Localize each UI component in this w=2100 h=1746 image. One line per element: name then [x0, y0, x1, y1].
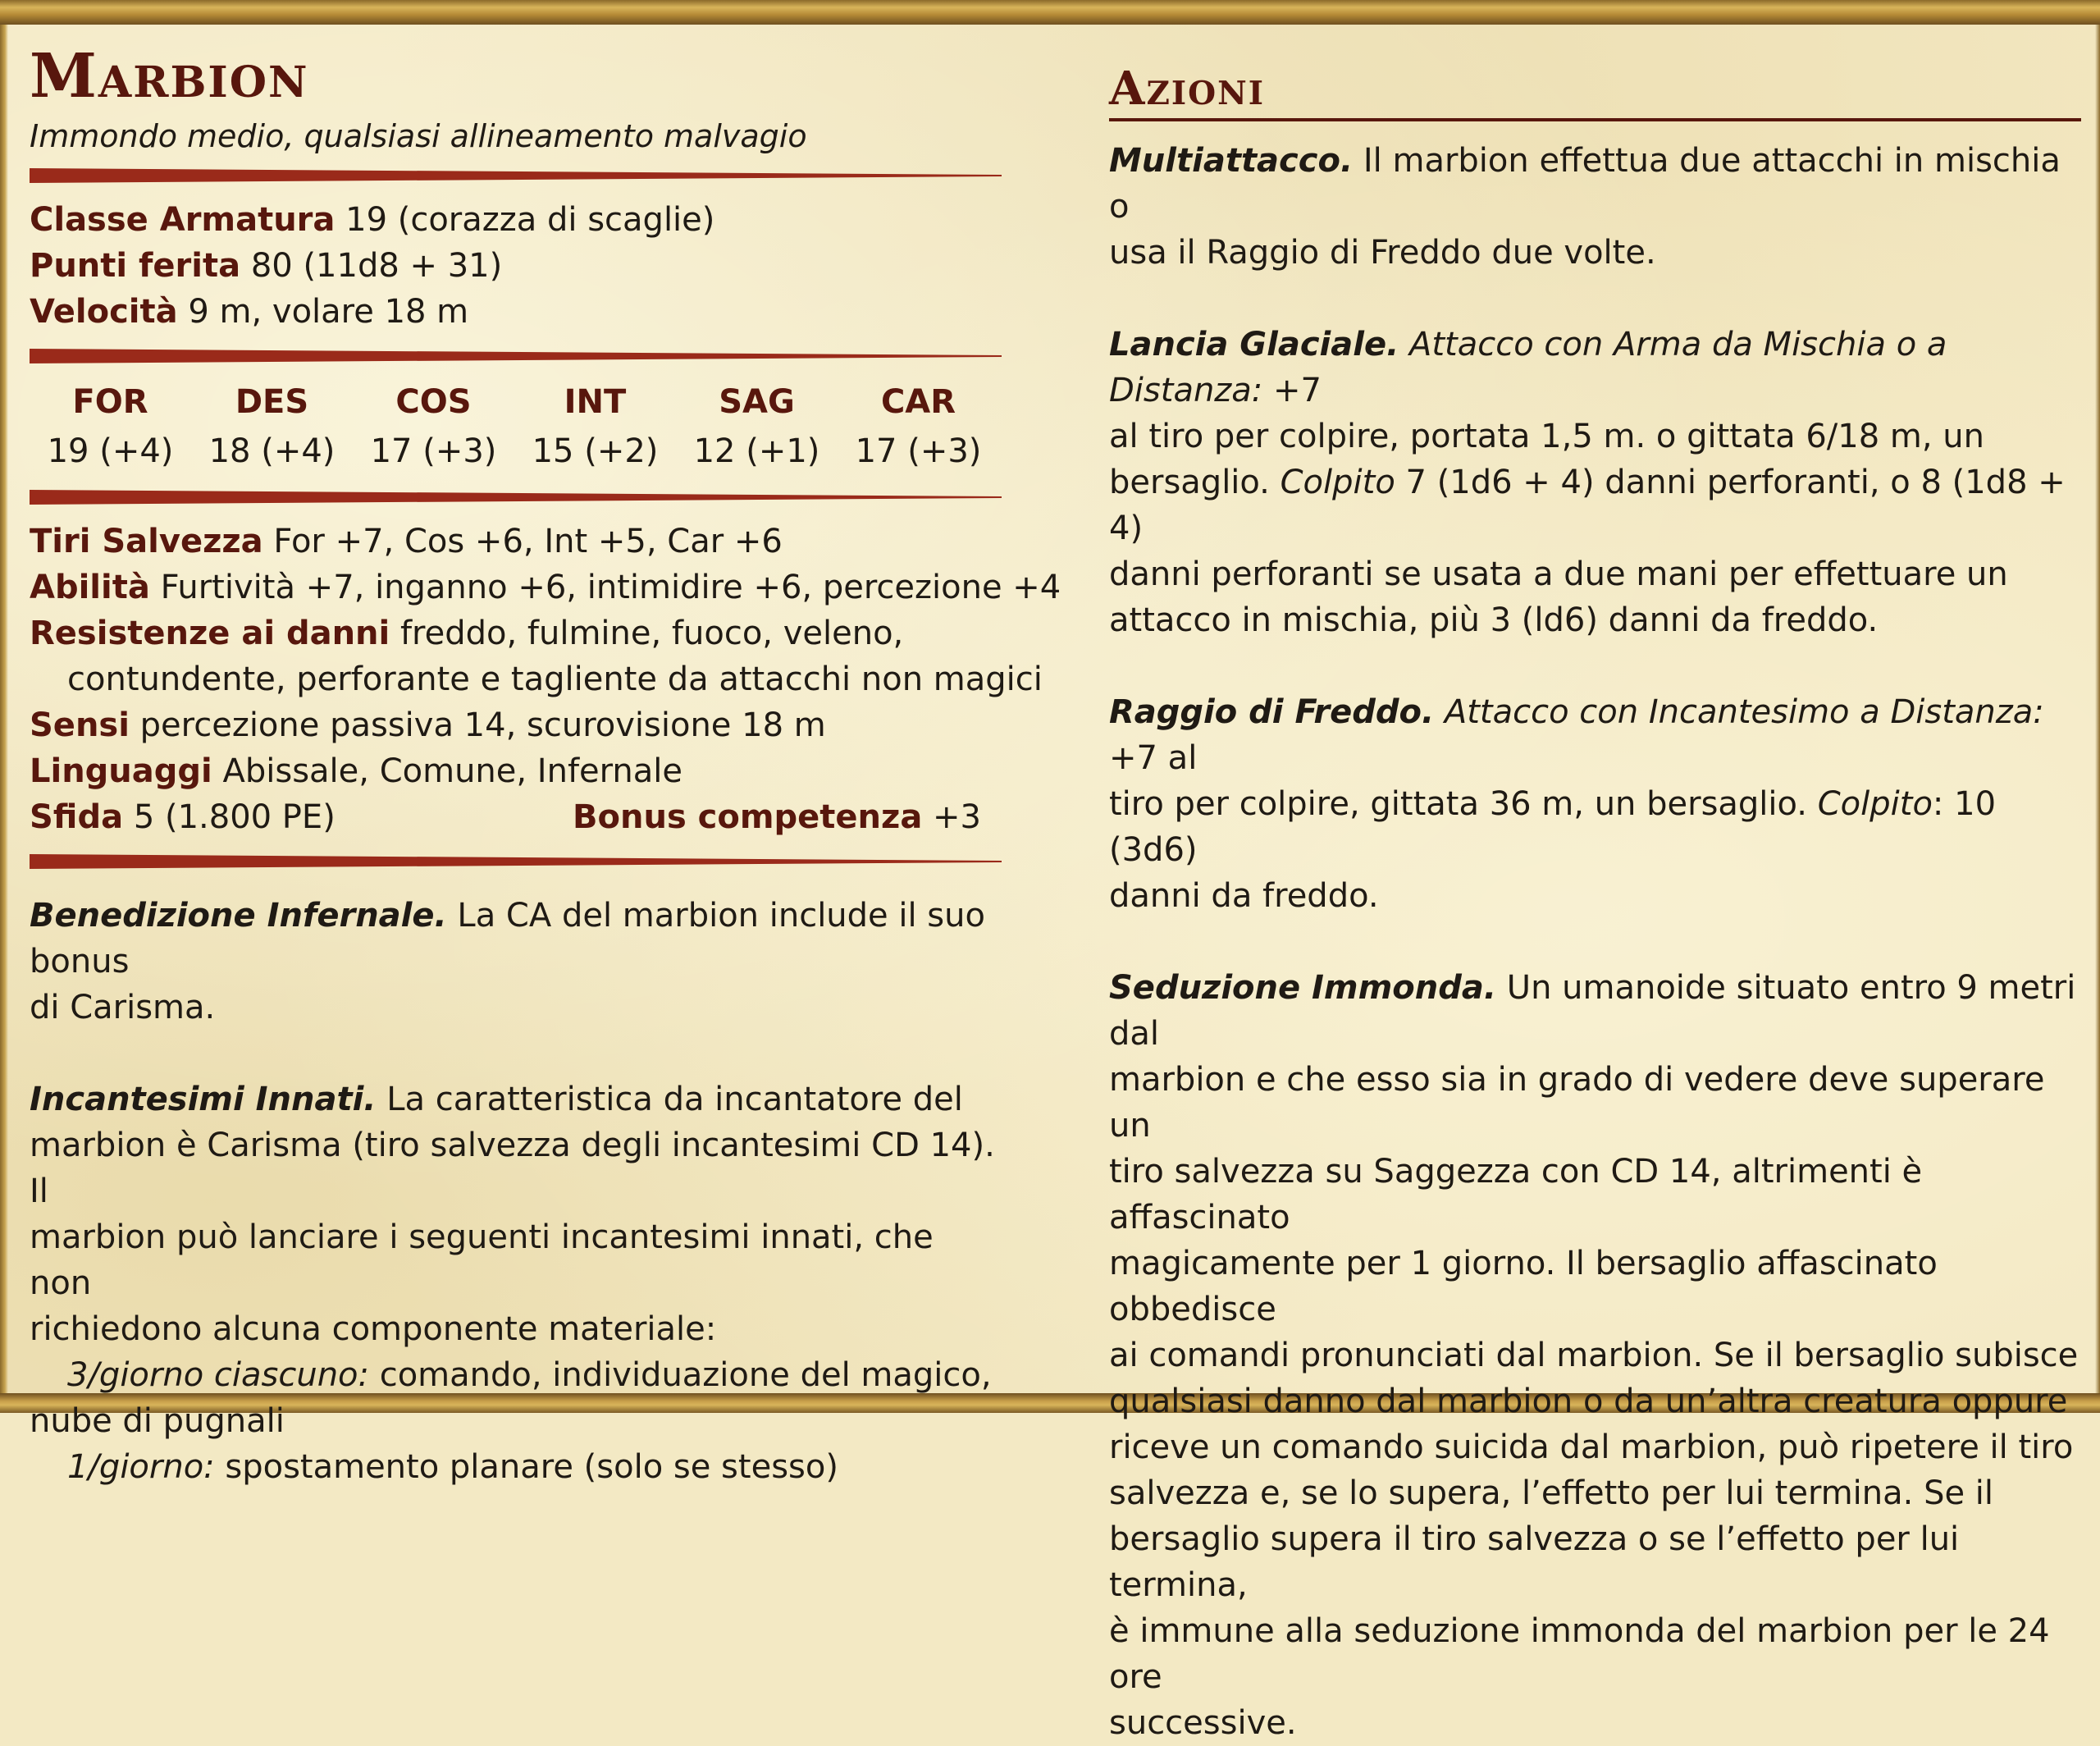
senses-label: Sensi [30, 706, 130, 744]
action-text: +7 [1262, 372, 1322, 409]
trait-text: marbion può lanciare i seguenti incantesimi innati, che non [30, 1218, 934, 1302]
action-text: danni da freddo. [1109, 877, 1379, 915]
gold-frame-top [0, 0, 2100, 25]
ability-value: 18 (+4) [208, 432, 336, 470]
ability-name: INT [564, 383, 627, 421]
action-text: bersaglio supera il tiro salvezza o se l’effetto per lui termina, [1109, 1520, 1960, 1604]
ability-cha [838, 377, 999, 476]
ability-value: 17 (+3) [370, 432, 497, 470]
attack-type: Attacco con Incantesimo a Distanza: [1434, 693, 2044, 731]
trait-innate-spellcasting [30, 1076, 998, 1490]
divider-rule [30, 346, 1002, 366]
ability-value: 19 (+4) [47, 432, 174, 470]
action-text: tiro salvezza su Saggezza con CD 14, altrimenti è affascinato [1109, 1153, 1923, 1236]
action-text: attacco in mischia, più 3 (ld6) danni da freddo. [1109, 601, 1879, 639]
saving-throws-value: For +7, Cos +6, Int +5, Car +6 [273, 523, 783, 560]
damage-resistances-value-2: contundente, perforante e tagliente da attacchi non magici [67, 660, 1043, 698]
armor-class [30, 197, 998, 243]
action-text: 7 (1d6 + 4) danni perforanti, o 8 (1d8 + 4) [1109, 464, 2066, 547]
action-text: ai comandi pronunciati dal marbion. Se il bersaglio subisce [1109, 1337, 2079, 1374]
challenge-row [30, 794, 981, 840]
action-text: riceve un comando suicida dal marbion, può ripetere il tiro [1109, 1428, 2074, 1466]
speed [30, 289, 998, 335]
action-text: tiro per colpire, gittata 36 m, un bersaglio. [1109, 785, 1818, 823]
action-text: : 10 (3d6) [1109, 785, 1997, 869]
speed-value: 9 m, volare 18 m [188, 293, 469, 331]
divider-rule [30, 852, 1002, 871]
hit-label: Colpito [1817, 785, 1933, 823]
action-text: marbion e che esso sia in grado di vedere deve superare un [1109, 1061, 2045, 1145]
languages-label: Linguaggi [30, 752, 212, 790]
gold-frame-left [0, 25, 8, 1393]
armor-class-label: Classe Armatura [30, 201, 336, 239]
armor-class-value: 19 (corazza di scaglie) [345, 201, 715, 239]
action-fiendish-seduction [1109, 965, 2081, 1746]
ability-name: CAR [880, 383, 956, 421]
action-text: magicamente per 1 giorno. Il bersaglio affascinato obbedisce [1109, 1245, 1938, 1328]
action-text: usa il Raggio di Freddo due volte. [1109, 234, 1656, 272]
action-text: danni perforanti se usata a due mani per effettuare un [1109, 555, 2008, 593]
spell-list: nube di pugnali [30, 1402, 285, 1440]
action-text: è immune alla seduzione immonda del marbion per le 24 ore [1109, 1612, 2050, 1696]
challenge-label: Sfida [30, 798, 124, 836]
action-name: Multiattacco. [1109, 142, 1354, 180]
skills [30, 564, 1061, 610]
ability-name: COS [395, 383, 472, 421]
damage-resistances [30, 610, 998, 656]
challenge-value: 5 (1.800 PE) [133, 798, 336, 836]
skills-value: Furtività +7, inganno +6, intimidire +6, percezione +4 [160, 569, 1061, 606]
stat-block-right-column [1109, 62, 2081, 1746]
stat-block-left-column [30, 39, 1061, 1490]
monster-type: Immondo medio, qualsiasi allineamento malvagio [30, 118, 807, 154]
proficiency-bonus-label: Bonus competenza [573, 798, 923, 836]
damage-resistances-continued [30, 656, 1043, 702]
spell-frequency-label: 3/giorno ciascuno: [67, 1356, 369, 1394]
gold-frame-right [2095, 25, 2100, 1393]
action-multiattack [1109, 138, 2081, 276]
action-text: bersaglio. [1109, 464, 1281, 501]
ability-value: 17 (+3) [855, 432, 982, 470]
actions-heading: Azioni [1109, 66, 2081, 121]
action-text: Un umanoide situato entro 9 metri dal [1109, 969, 2076, 1053]
hit-points-value: 80 (11d8 + 31) [250, 247, 503, 285]
trait-infernal-blessing [30, 893, 998, 1031]
ability-wis [676, 377, 838, 476]
ability-name: FOR [72, 383, 148, 421]
ability-name: DES [235, 383, 309, 421]
trait-text: La caratteristica da incantatore del [376, 1081, 963, 1118]
hit-label: Colpito [1280, 464, 1395, 501]
action-name: Lancia Glaciale. [1109, 326, 1399, 363]
proficiency-bonus [573, 794, 981, 840]
skills-label: Abilità [30, 569, 150, 606]
ability-value: 15 (+2) [532, 432, 659, 470]
senses-value: percezione passiva 14, scurovisione 18 m [139, 706, 826, 744]
spell-frequency-label: 1/giorno: [67, 1448, 215, 1486]
damage-resistances-value: freddo, fulmine, fuoco, veleno, [399, 615, 904, 652]
ability-dex [191, 377, 353, 476]
languages [30, 748, 998, 794]
ability-con [353, 377, 514, 476]
action-text: successive. [1109, 1704, 1297, 1742]
action-name: Raggio di Freddo. [1109, 693, 1435, 731]
hit-points-label: Punti ferita [30, 247, 241, 285]
action-text: salvezza e, se lo supera, l’effetto per lui termina. Se il [1109, 1474, 1994, 1512]
challenge [30, 794, 336, 840]
senses [30, 702, 998, 748]
monster-name: Marbion [30, 41, 309, 112]
action-ray-of-frost [1109, 689, 2081, 919]
ability-scores [30, 377, 1002, 476]
trait-text: marbion è Carisma (tiro salvezza degli incantesimi CD 14). Il [30, 1127, 995, 1210]
damage-resistances-label: Resistenze ai danni [30, 615, 390, 652]
ability-name: SAG [719, 383, 795, 421]
hit-points [30, 243, 998, 289]
trait-name: Incantesimi Innati. [30, 1081, 377, 1118]
trait-name: Benedizione Infernale. [30, 897, 447, 935]
action-name: Seduzione Immonda. [1109, 969, 1497, 1007]
action-text: Il marbion effettua due attacchi in mischia o [1109, 142, 2061, 226]
divider-rule [30, 487, 1002, 507]
spell-list: comando, individuazione del magico, [369, 1356, 992, 1394]
speed-label: Velocità [30, 293, 178, 331]
saving-throws-label: Tiri Salvezza [30, 523, 263, 560]
spell-list: spostamento planare (solo se stesso) [214, 1448, 838, 1486]
trait-text: richiedono alcuna componente materiale: [30, 1310, 717, 1348]
ability-value: 12 (+1) [693, 432, 820, 470]
divider-rule [30, 166, 1002, 185]
action-text: al tiro per colpire, portata 1,5 m. o gittata 6/18 m, un [1109, 418, 1984, 455]
saving-throws [30, 519, 998, 564]
ability-int [514, 377, 676, 476]
action-glacial-lance [1109, 322, 2081, 643]
attack-type: Attacco con Arma da Mischia o a Distanza: [1109, 326, 1947, 409]
ability-str [30, 377, 191, 476]
trait-text: di Carisma. [30, 989, 216, 1026]
languages-value: Abissale, Comune, Infernale [222, 752, 682, 790]
action-text: qualsiasi danno dal marbion o da un’altra creatura oppure [1109, 1383, 2068, 1420]
trait-text: La CA del marbion include il suo bonus [30, 897, 985, 980]
proficiency-bonus-value: +3 [933, 798, 981, 836]
action-text: +7 al [1109, 739, 1198, 777]
